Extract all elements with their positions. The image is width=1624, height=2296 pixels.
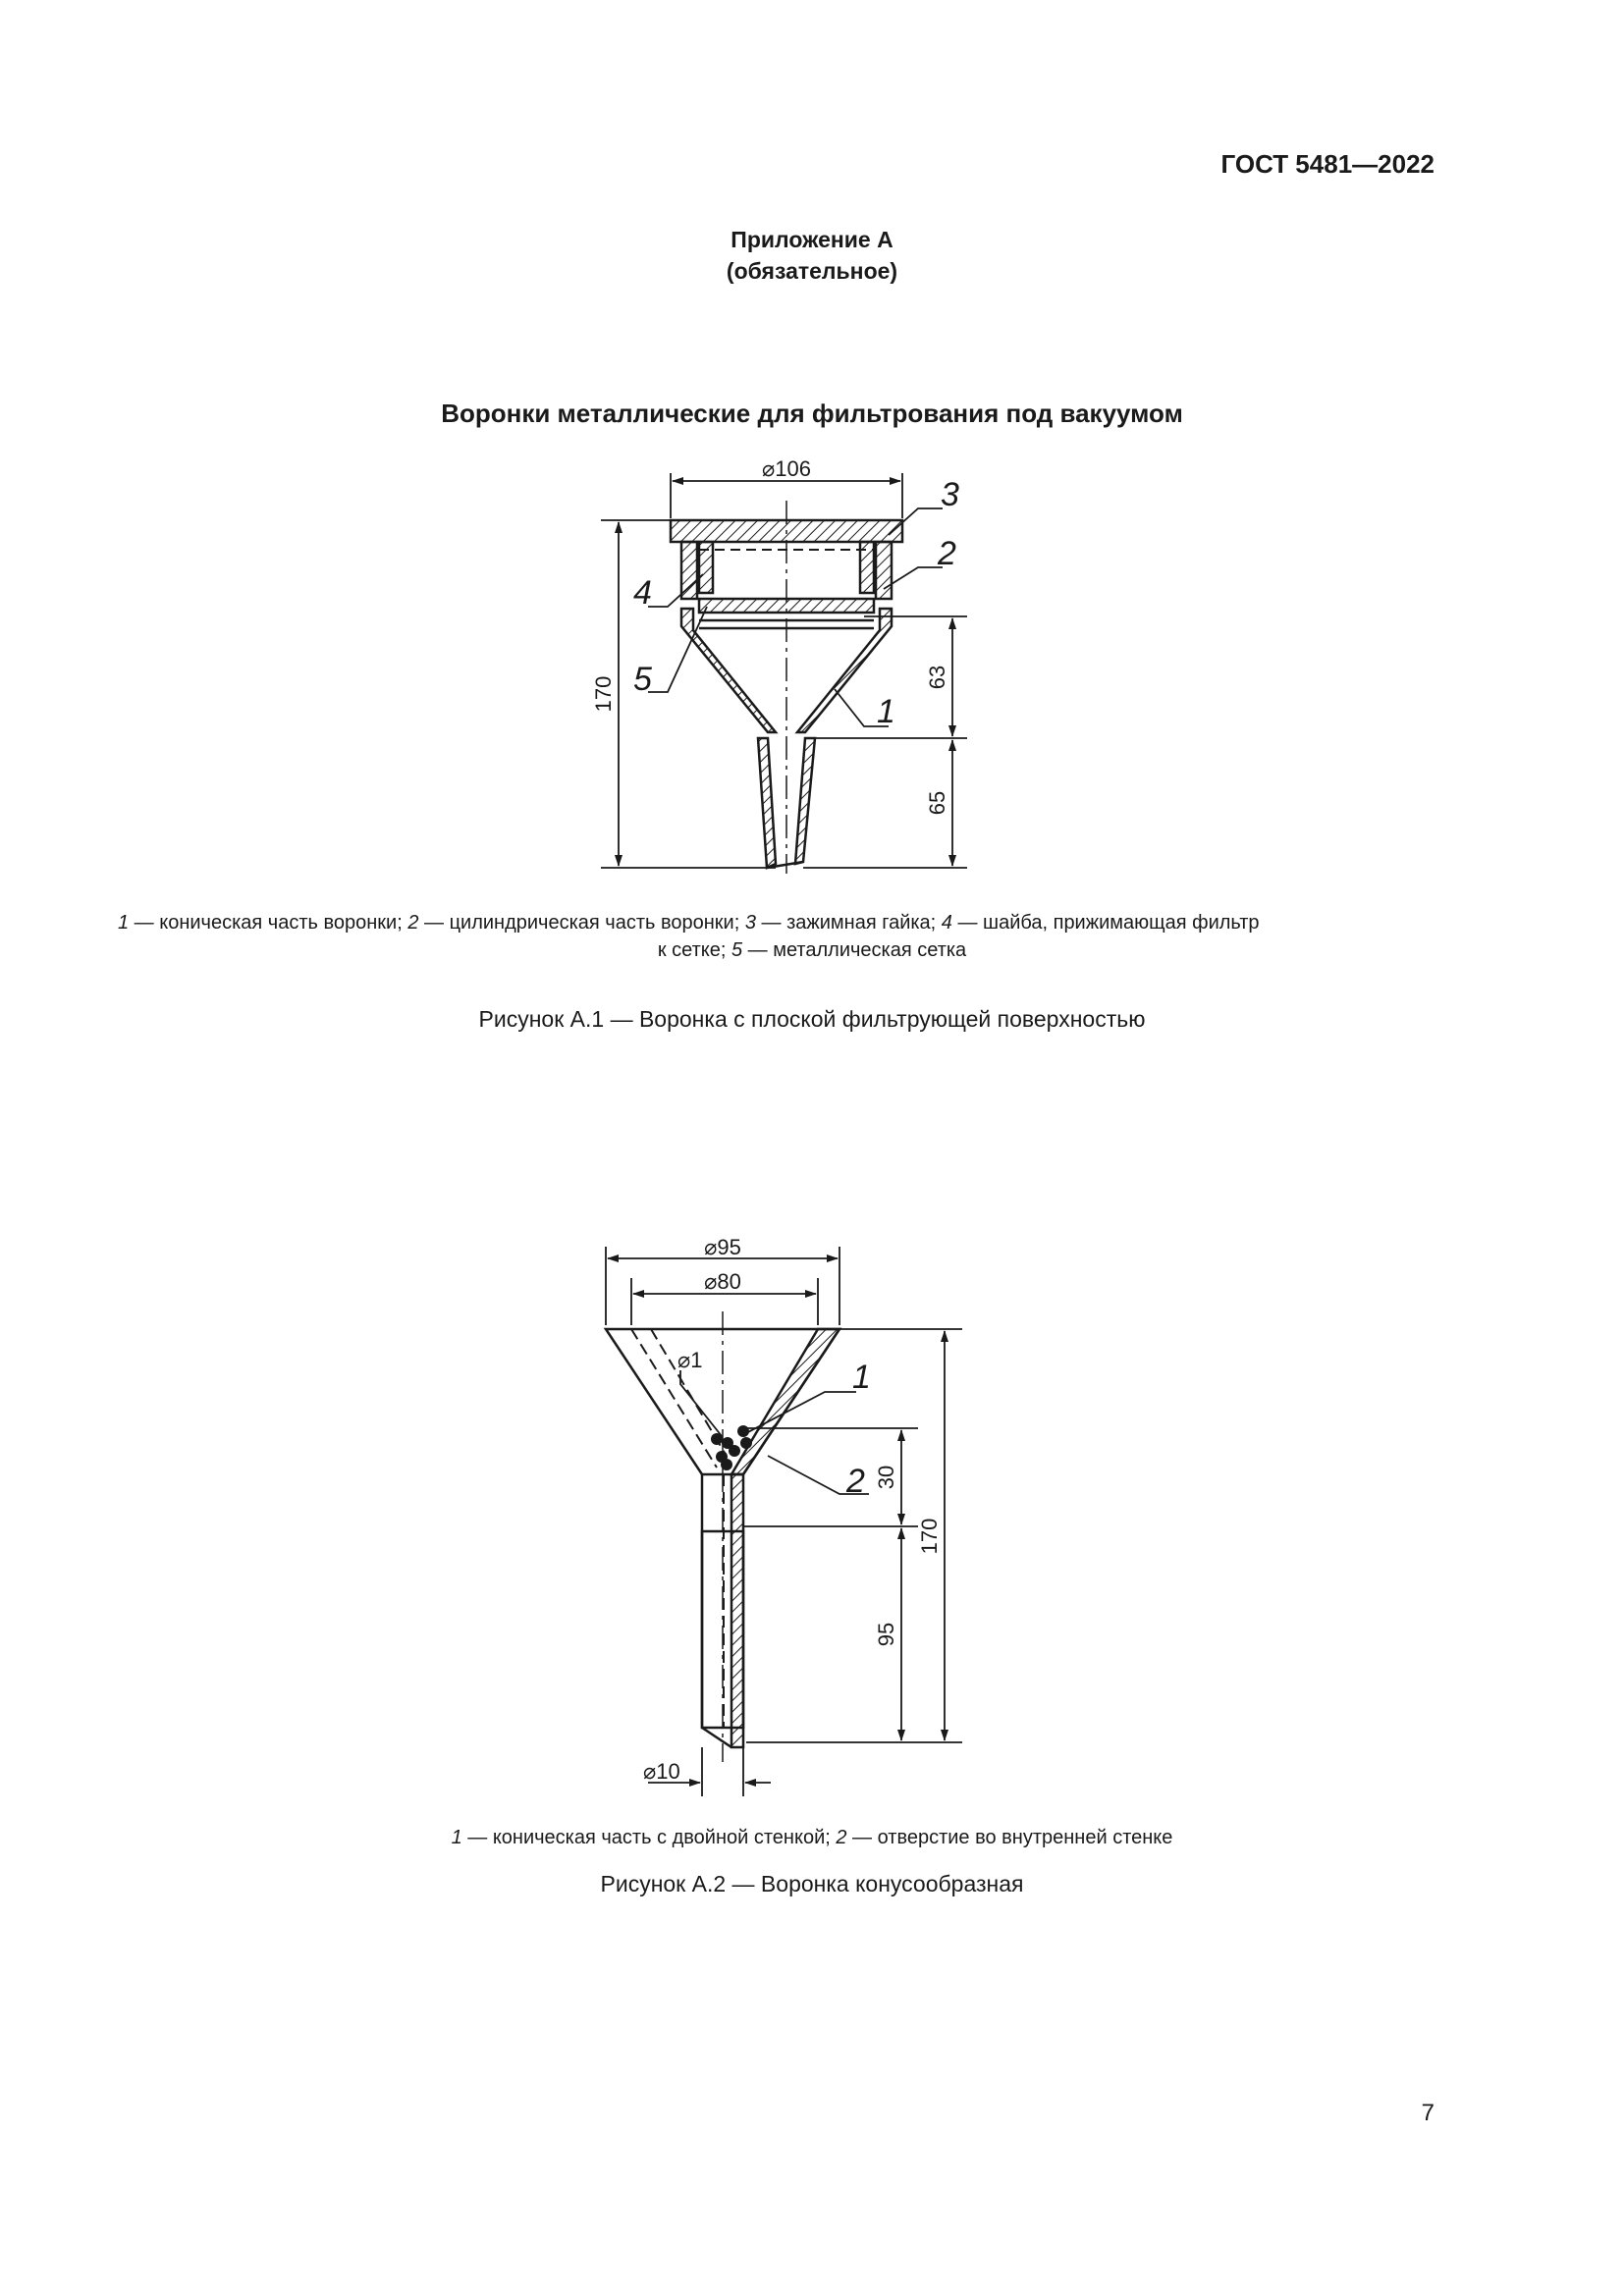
stem-right — [795, 738, 815, 864]
label-2: 2 — [846, 1463, 865, 1500]
stem-left — [758, 738, 776, 868]
figure-a1-legend-line2: к сетке; 5 — металлическая сетка — [657, 939, 967, 961]
figure-a2-drawing — [606, 1311, 839, 1762]
dim-d10: ⌀10 — [643, 1759, 680, 1784]
dim-height-170: 170 — [591, 675, 616, 713]
dim-height-63: 63 — [925, 665, 949, 690]
appendix-status: (обязательное) — [726, 258, 898, 284]
dim-diameter-106: ⌀106 — [762, 456, 811, 481]
figure-a1-legend: 1 — коническая часть воронки; 2 — цилиндрическая часть воронки; 3 — зажимная гайка; 4 — шайба, прижимающая фильтр — [118, 912, 1260, 934]
dim-d1: ⌀1 — [677, 1348, 703, 1372]
cylinder-wall-left — [681, 542, 697, 599]
dim-h170: 170 — [917, 1518, 942, 1555]
label-1: 1 — [877, 693, 895, 730]
figure-a2-legend: 1 — коническая часть с двойной стенкой; 2 — отверстие во внутренней стенке — [451, 1827, 1173, 1848]
label-3: 3 — [941, 476, 959, 513]
page-number: 7 — [1421, 2100, 1435, 2126]
dim-d80: ⌀80 — [704, 1269, 741, 1294]
figure-a1-caption: Рисунок А.1 — Воронка с плоской фильтрующей поверхностью — [478, 1006, 1146, 1032]
label-1: 1 — [852, 1359, 871, 1396]
label-4: 4 — [633, 574, 652, 612]
dim-h95: 95 — [874, 1622, 898, 1647]
appendix-title: Приложение А — [731, 227, 893, 252]
dim-height-65: 65 — [925, 790, 949, 816]
dim-h30: 30 — [874, 1465, 898, 1490]
label-2: 2 — [938, 535, 956, 572]
cylinder-wall-right — [876, 542, 892, 599]
label-5: 5 — [633, 661, 652, 698]
section-title: Воронки металлические для фильтрования под вакуумом — [441, 399, 1183, 428]
document-id: ГОСТ 5481—2022 — [1220, 149, 1435, 179]
figure-a2-caption: Рисунок А.2 — Воронка конусообразная — [600, 1871, 1024, 1896]
dim-d95: ⌀95 — [704, 1235, 741, 1259]
